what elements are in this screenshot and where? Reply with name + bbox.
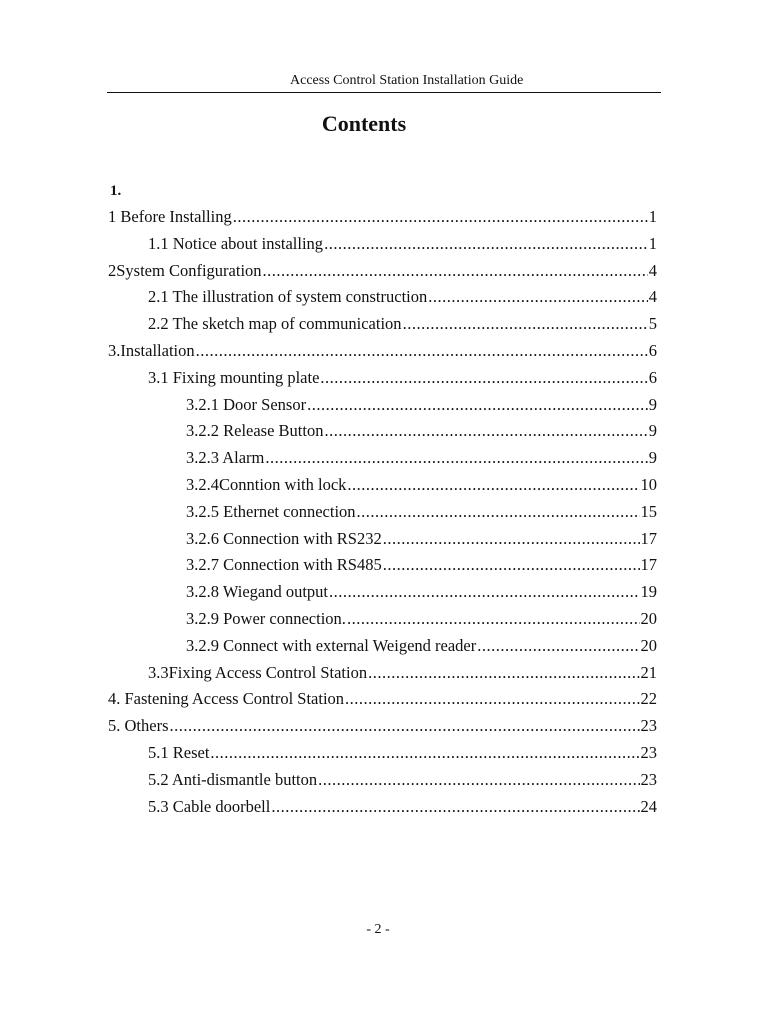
toc-dot-leader (271, 794, 639, 820)
toc-entry-label: 2.2 The sketch map of communication (148, 314, 402, 334)
toc-entry-page: 6 (648, 367, 657, 387)
toc-entry[interactable] (148, 794, 657, 820)
page-title: Contents (321, 111, 407, 136)
toc-dot-leader (368, 660, 639, 686)
toc-entry-page: 4 (648, 260, 657, 280)
toc-entry[interactable] (148, 365, 657, 391)
toc-entry[interactable] (108, 686, 657, 712)
toc-dot-leader (403, 311, 648, 337)
toc-dot-leader (357, 499, 640, 525)
toc-entry-page: 22 (640, 689, 657, 709)
toc-entry[interactable] (186, 418, 657, 444)
toc-dot-leader (329, 579, 639, 605)
toc-entry-page: 23 (640, 743, 657, 762)
toc-dot-leader (318, 767, 639, 793)
toc-entry[interactable] (108, 258, 657, 284)
toc-entry-label: 3.2.3 Alarm (186, 448, 265, 468)
toc-dot-leader (307, 392, 648, 418)
toc-dot-leader (170, 713, 640, 739)
toc-dot-leader (383, 526, 640, 552)
toc-entry-label: 4. Fastening Access Control Station (108, 689, 345, 709)
toc-entry-label: 5.3 Cable doorbell (148, 796, 271, 816)
toc-entry[interactable] (186, 633, 657, 659)
toc-entry-page: 23 (640, 716, 657, 736)
toc-entry[interactable] (148, 767, 657, 793)
toc-entry[interactable] (186, 606, 657, 632)
toc-entry-page: 1 (648, 233, 657, 253)
toc-entry-page: 17 (640, 555, 657, 575)
toc-dot-leader (265, 445, 647, 471)
toc-entry[interactable] (108, 204, 657, 230)
toc-dot-leader (320, 365, 647, 391)
page-number: - 2 - (366, 922, 390, 937)
toc-dot-leader (345, 686, 639, 712)
toc-dot-leader (477, 633, 639, 659)
toc-entry-label: 1.1 Notice about installing (148, 233, 324, 253)
toc-dot-leader (347, 472, 639, 498)
toc-entry-page: 17 (640, 528, 657, 548)
toc-entry-label: 3.3Fixing Access Control Station (148, 662, 368, 682)
toc-dot-leader (233, 204, 648, 230)
toc-entry-label: 3.2.5 Ethernet connection (186, 501, 356, 521)
toc-entry-label: 3.2.9 Connect with external Weigend reader (186, 635, 477, 655)
toc-entry-page: 24 (640, 796, 657, 816)
toc-entry[interactable] (148, 660, 657, 686)
toc-entry-label: 2.1 The illustration of system construction (148, 287, 428, 307)
toc-entry[interactable] (186, 499, 657, 525)
toc-entry-label: 5.1 Reset (148, 743, 210, 762)
toc-entry-page: 15 (640, 501, 657, 521)
toc-entry-page: 20 (640, 635, 657, 655)
toc-entry-label: 1 Before Installing (108, 207, 232, 226)
toc-entry[interactable] (186, 472, 657, 498)
toc-dot-leader (324, 418, 647, 444)
toc-entry[interactable] (186, 526, 657, 552)
toc-entry-page: 20 (640, 609, 657, 628)
toc-entry-page: 9 (648, 394, 657, 414)
toc-entry-page: 9 (648, 421, 657, 441)
toc-entry[interactable] (186, 392, 657, 418)
toc-entry[interactable] (186, 579, 657, 605)
toc-entry-label: 3.2.2 Release Button (186, 421, 324, 441)
toc-entry-page: 10 (640, 475, 657, 494)
toc-dot-leader (347, 606, 640, 632)
toc-entry[interactable] (148, 311, 657, 337)
toc-entry-page: 5 (648, 314, 657, 334)
section-number: 1. (110, 183, 122, 199)
toc-entry-label: 5. Others (108, 716, 169, 736)
toc-entry-page: 1 (648, 207, 657, 226)
toc-dot-leader (324, 231, 648, 257)
running-header: Access Control Station Installation Guide (290, 73, 524, 88)
toc-entry-label: 3.2.6 Connection with RS232 (186, 528, 382, 548)
toc-entry-page: 9 (648, 448, 657, 468)
toc-entry-page: 4 (648, 287, 657, 307)
toc-entry[interactable] (148, 284, 657, 310)
toc-dot-leader (210, 740, 639, 766)
header-divider (107, 92, 661, 93)
toc-dot-leader (196, 338, 648, 364)
toc-entry-page: 6 (648, 341, 657, 360)
toc-dot-leader (383, 552, 640, 578)
toc-entry[interactable] (108, 338, 657, 364)
toc-entry-label: 3.1 Fixing mounting plate (148, 367, 320, 387)
toc-entry-label: 3.2.9 Power connection. (186, 609, 346, 628)
toc-entry[interactable] (186, 552, 657, 578)
toc-entry-label: 3.2.8 Wiegand output (186, 582, 329, 602)
toc-entry[interactable] (148, 740, 657, 766)
toc-entry-label: 3.2.7 Connection with RS485 (186, 555, 382, 575)
toc-entry-label: 3.2.4Conntion with lock (186, 475, 347, 494)
toc-dot-leader (428, 284, 648, 310)
toc-entry-label: 3.Installation (108, 341, 195, 360)
toc-entry-label: 2System Configuration (108, 260, 262, 280)
toc-entry-label: 3.2.1 Door Sensor (186, 394, 307, 414)
toc-entry-page: 23 (640, 769, 657, 789)
toc-entry-page: 21 (640, 662, 657, 682)
toc-dot-leader (263, 258, 648, 284)
toc-entry[interactable] (186, 445, 657, 471)
toc-entry-page: 19 (640, 582, 657, 602)
toc-entry-label: 5.2 Anti-dismantle button (148, 769, 318, 789)
toc-entry[interactable] (148, 231, 657, 257)
toc-entry[interactable] (108, 713, 657, 739)
